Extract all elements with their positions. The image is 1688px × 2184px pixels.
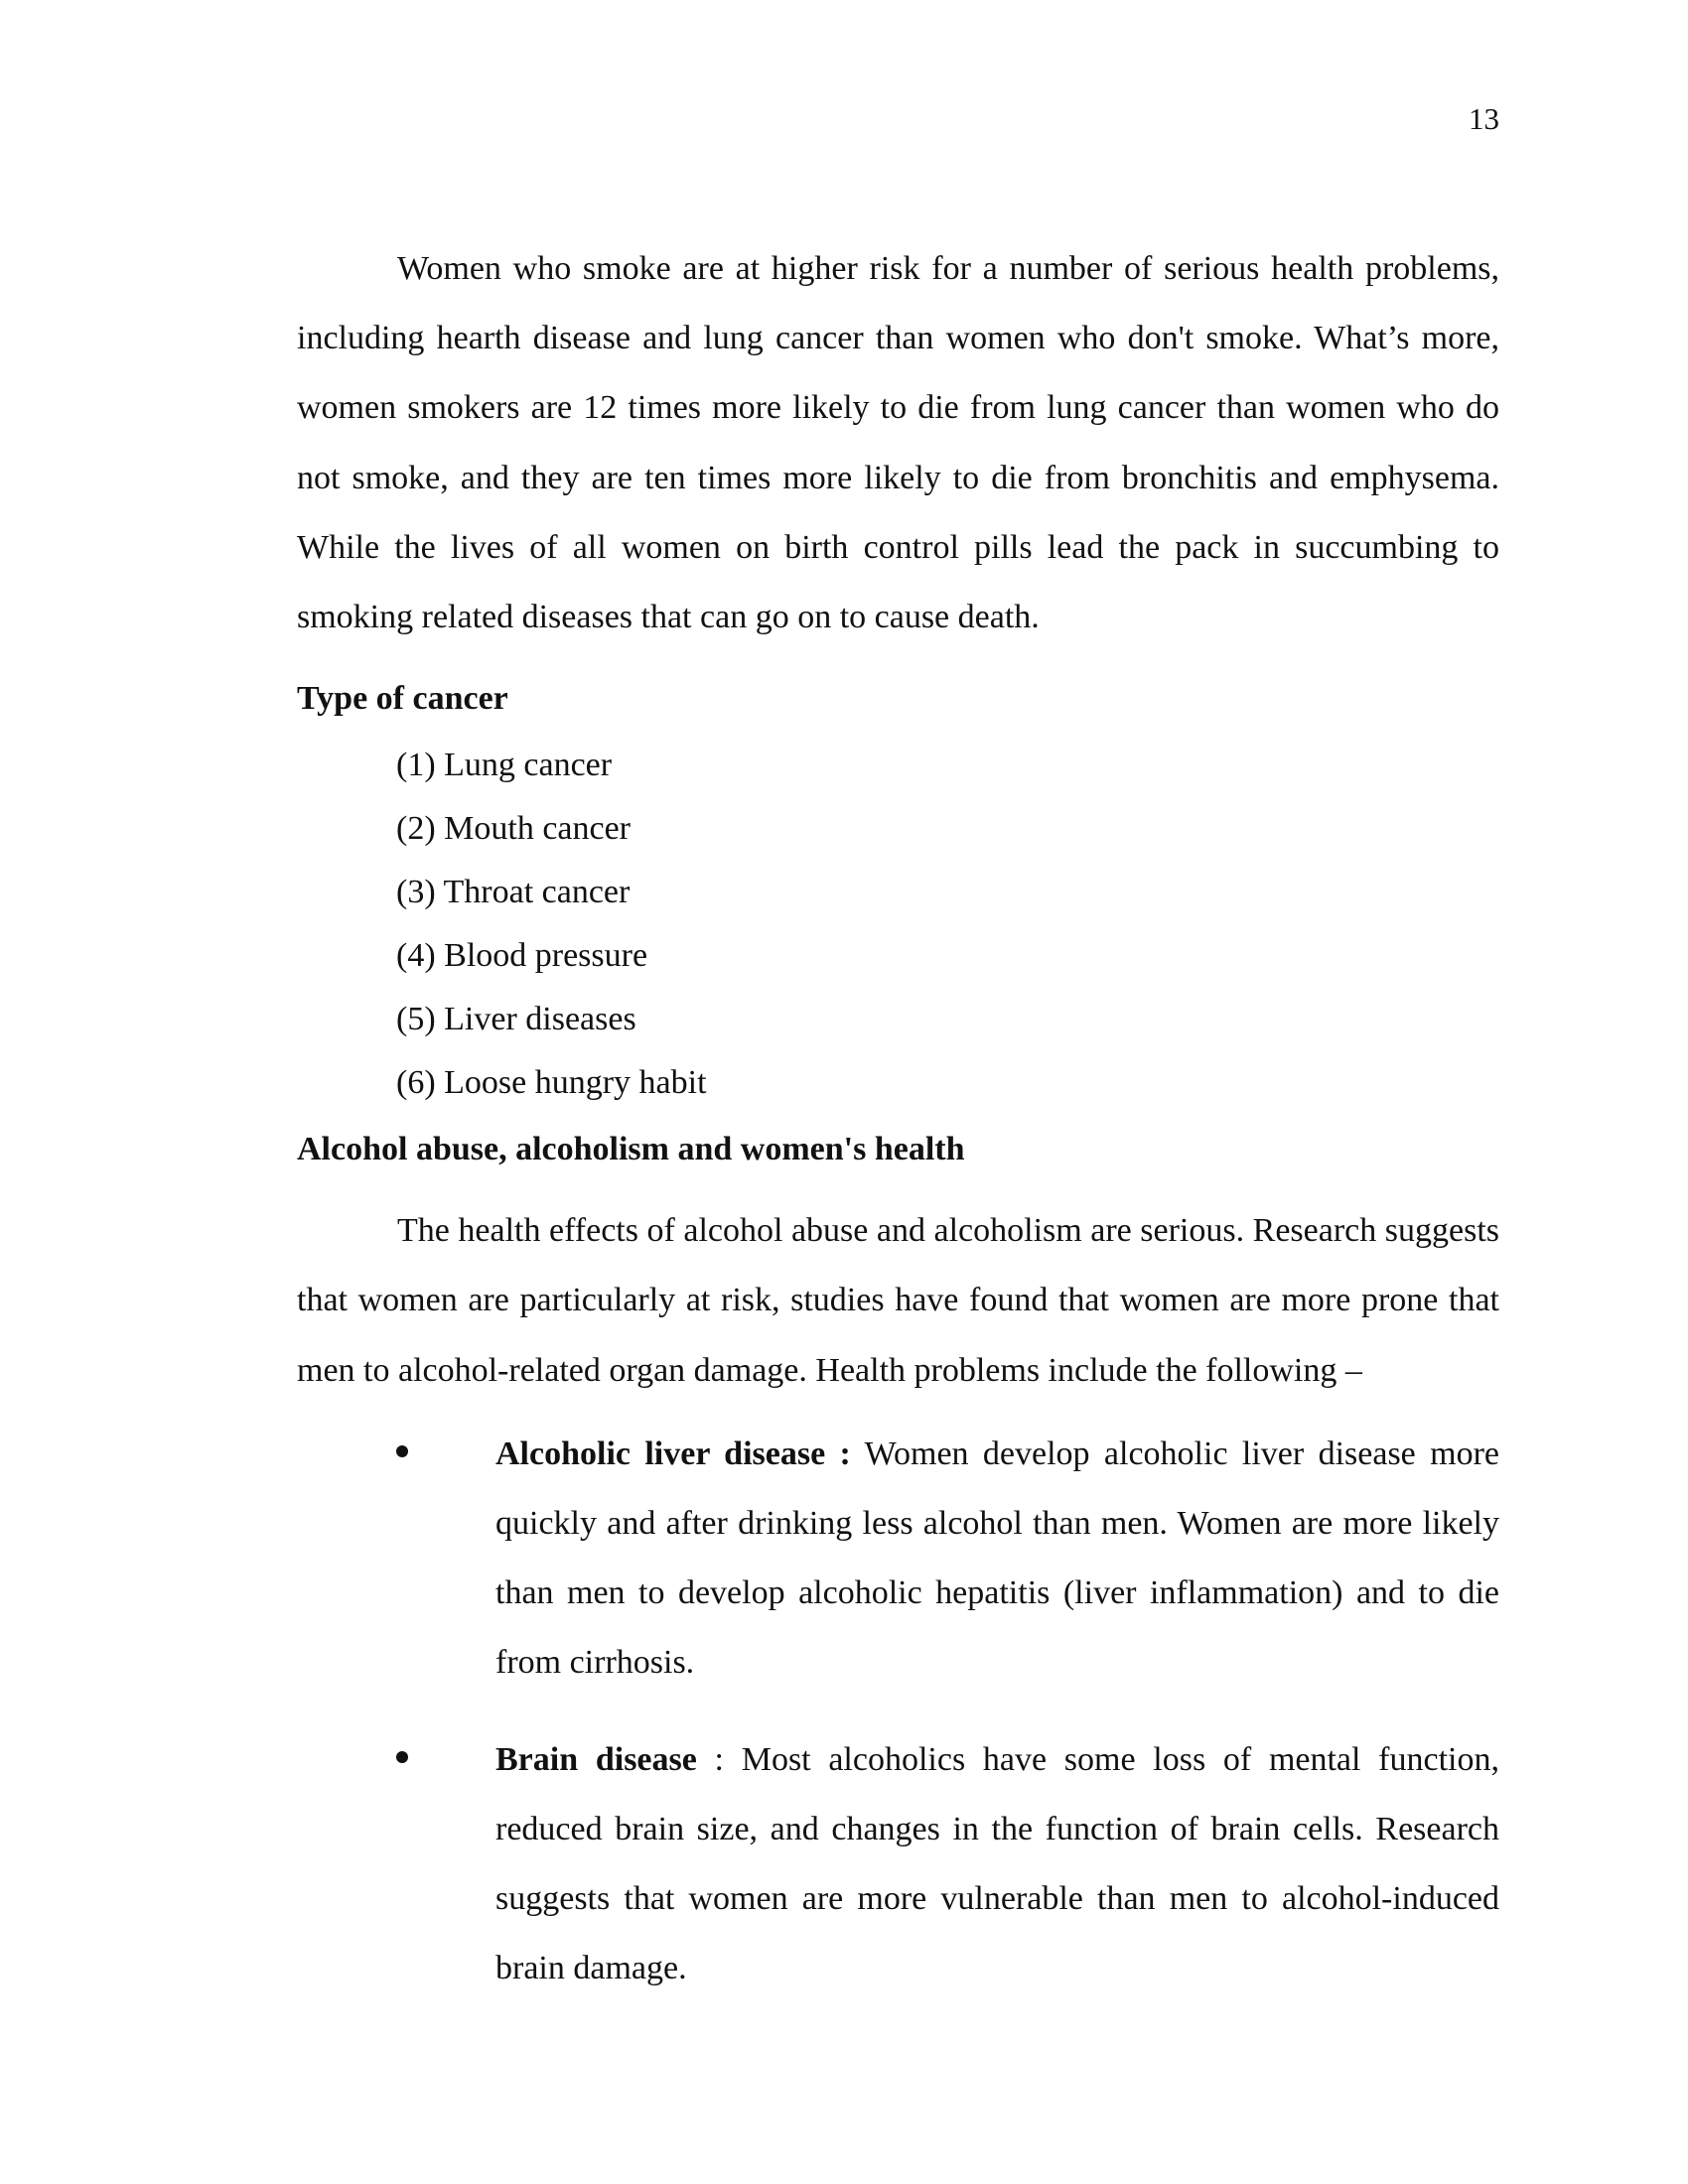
bullet-text [495,1420,1499,1699]
cancer-types-heading: Type of cancer [297,680,508,718]
alcohol-section-heading: Alcohol abuse, alcoholism and women's health [297,1131,965,1168]
intro-paragraph: Women who smoke are at higher risk for a number of serious health problems, including hearth disease and lung cancer than women who don't smoke. What’s more, women smokers are 12 times more likely to die from lung cancer than women who do not smoke, and they are ten times more likely to die from bronchitis and emphysema. While the lives of all women on birth control pills lead the pack in succumbing to smoking related diseases that can go on to cause death. [297,250,1499,636]
bullet-term: Brain disease [495,1740,697,1778]
health-problems-list [297,1420,1499,2004]
list-item: (1) Lung cancer [396,747,613,784]
bullet-icon [396,1751,408,1763]
bullet-description: : Most alcoholics have some loss of mental function, reduced brain size, and changes in the function of brain cells. Research suggests that women are more vulnerable than men to alcohol-induced brain damage. [495,1740,1499,1987]
bullet-item-liver-disease [297,1420,1499,1699]
list-item: (6) Loose hungry habit [396,1064,707,1102]
page-number: 13 [1469,101,1499,136]
bullet-term: Alcoholic liver disease : [495,1434,851,1472]
bullet-description: Women develop alcoholic liver disease more quickly and after drinking less alcohol than men. Women are more likely than men to develop alcoholic hepatitis (liver inflammation) and to die from cirrhosis. [495,1434,1499,1682]
cancer-types-list [297,746,1499,1103]
bullet-item-brain-disease [297,1725,1499,2004]
list-item: (5) Liver diseases [396,1001,636,1038]
bullet-text [495,1725,1499,2004]
bullet-icon [396,1445,408,1457]
alcohol-paragraph: The health effects of alcohol abuse and alcoholism are serious. Research suggests that women are particularly at risk, studies have found that women are more prone that men to alcohol-related organ damage. Health problems include the following – [297,1212,1499,1389]
page-body [297,234,1499,2030]
list-item: (3) Throat cancer [396,874,631,911]
list-item: (2) Mouth cancer [396,810,632,848]
list-item: (4) Blood pressure [396,937,648,975]
